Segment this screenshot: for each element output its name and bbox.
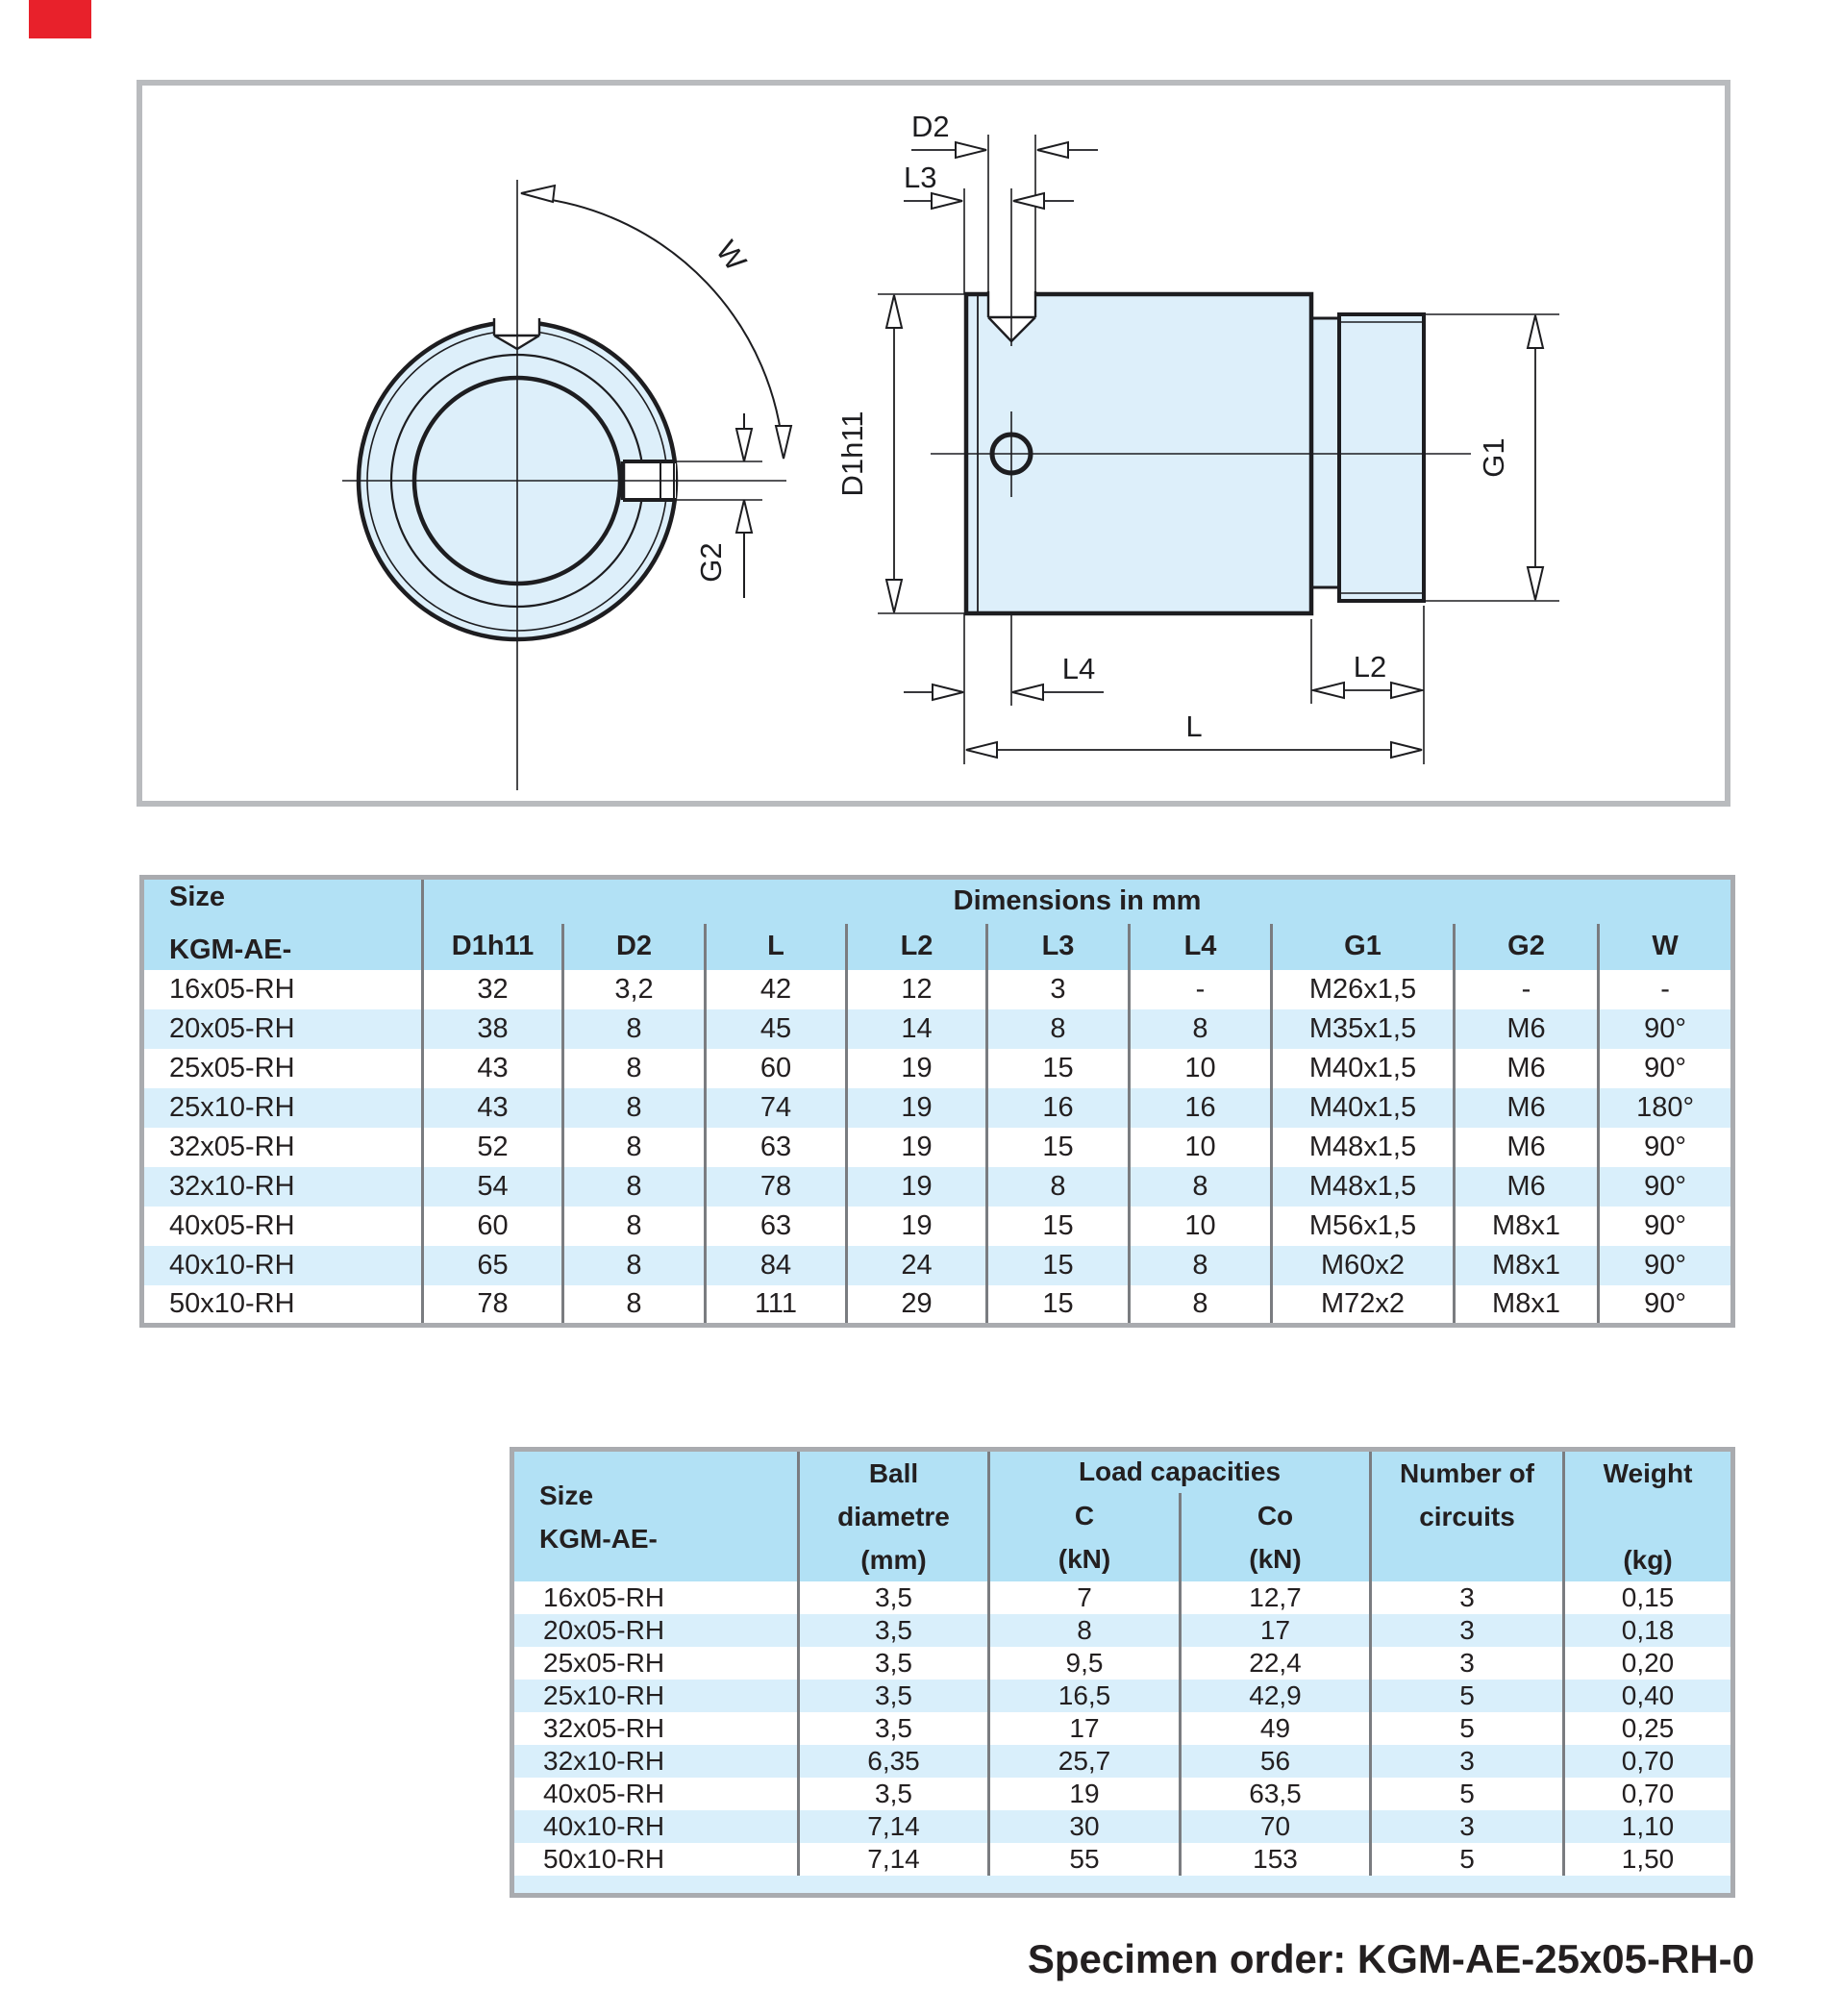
cell-g1: M26x1,5: [1272, 970, 1455, 1009]
cell-d2: 8: [563, 1049, 706, 1088]
cell-d1h11: 60: [423, 1207, 563, 1246]
dimensions-table-row: [142, 1088, 1733, 1128]
cell-co: 42,9: [1181, 1680, 1371, 1712]
cell-size: 40x05-RH: [543, 1779, 665, 1808]
cell-l: 111: [706, 1285, 847, 1325]
load-table-row: [512, 1843, 1733, 1876]
cell-d1h11: 78: [423, 1285, 563, 1325]
cell-w: 90°: [1599, 1167, 1733, 1207]
header2-load-span: Load capacities: [989, 1450, 1371, 1493]
cell-circuits: 3: [1371, 1614, 1564, 1647]
cell-d2: 3,2: [563, 970, 706, 1009]
cell-ball-diametre: 3,5: [799, 1680, 989, 1712]
cell-g2: M6: [1455, 1049, 1599, 1088]
dimension-l: [966, 709, 1422, 758]
cell-co: 17: [1181, 1614, 1371, 1647]
load-table-row: [512, 1810, 1733, 1843]
load-capacities-table: [510, 1447, 1735, 1898]
cell-ball-diametre: 3,5: [799, 1614, 989, 1647]
cell-c: 8: [989, 1614, 1181, 1647]
dimensions-table-row: [142, 1285, 1733, 1325]
cell-g1: M48x1,5: [1272, 1128, 1455, 1167]
cell-d1h11: 43: [423, 1049, 563, 1088]
cell-g2: M6: [1455, 1167, 1599, 1207]
cell-size: 32x10-RH: [512, 1745, 799, 1778]
cell-circuits: 3: [1371, 1810, 1564, 1843]
cell-ball-diametre: 7,14: [799, 1843, 989, 1876]
cell-circuits: 3: [1371, 1745, 1564, 1778]
cell-l2: 19: [847, 1207, 987, 1246]
cell-l3: 15: [987, 1049, 1130, 1088]
cell-l: 60: [706, 1049, 847, 1088]
header2-weight: [1564, 1450, 1733, 1582]
cell-co: 63,5: [1181, 1778, 1371, 1810]
cell-ball-diametre: 3,5: [799, 1647, 989, 1680]
dimensions-table-row: [142, 1207, 1733, 1246]
cell-co: 70: [1181, 1810, 1371, 1843]
cell-size: 32x10-RH: [142, 1167, 423, 1207]
cell-size: 50x10-RH: [169, 1287, 295, 1319]
cell-ball-diametre: 3,5: [799, 1778, 989, 1810]
cell-g1: M35x1,5: [1272, 1009, 1455, 1049]
cell-l: 78: [706, 1167, 847, 1207]
header2-size: [512, 1450, 799, 1582]
cell-l4: 10: [1130, 1049, 1272, 1088]
header2-co-line1: Co: [1257, 1500, 1294, 1531]
cell-c: 7: [989, 1581, 1181, 1614]
cell-l3: 8: [987, 1167, 1130, 1207]
cell-l4: 8: [1130, 1009, 1272, 1049]
dimension-g2: [694, 413, 752, 598]
cell-size: 20x05-RH: [512, 1614, 799, 1647]
cell-l4: 16: [1130, 1088, 1272, 1128]
header-size-line2: KGM-AE-: [169, 934, 292, 965]
cell-w: 90°: [1599, 1128, 1733, 1167]
header-col-l3: L3: [987, 924, 1130, 970]
header2-circuits-line1: Number of: [1400, 1458, 1534, 1488]
cell-weight: 0,18: [1564, 1614, 1733, 1647]
cell-l: 84: [706, 1246, 847, 1285]
dimension-d2: [911, 110, 1098, 158]
dimension-l4: [904, 652, 1104, 700]
header-col-l4: L4: [1130, 924, 1272, 970]
cell-d1h11: 54: [423, 1167, 563, 1207]
cell-weight: 1,10: [1564, 1810, 1733, 1843]
cell-l3: 15: [987, 1128, 1130, 1167]
cell-d1h11: 52: [423, 1128, 563, 1167]
header2-co-line2: (kN): [1249, 1543, 1302, 1574]
cell-g2: M6: [1455, 1128, 1599, 1167]
cell-g2: M6: [1455, 1088, 1599, 1128]
cell-d1h11: 43: [423, 1088, 563, 1128]
cell-circuits: 5: [1371, 1712, 1564, 1745]
cell-c: 9,5: [989, 1647, 1181, 1680]
dim-label-g2: G2: [694, 542, 728, 583]
dim-label-l2: L2: [1353, 650, 1387, 684]
cell-ball-diametre: 6,35: [799, 1745, 989, 1778]
cell-l: 74: [706, 1088, 847, 1128]
header-dimensions-span: Dimensions in mm: [423, 878, 1733, 924]
dim-label-w: W: [709, 234, 754, 278]
cell-circuits: 5: [1371, 1843, 1564, 1876]
header2-circuits-line2: circuits: [1419, 1502, 1515, 1531]
cell-d2: 8: [563, 1088, 706, 1128]
cell-l2: 12: [847, 970, 987, 1009]
cell-l3: 15: [987, 1246, 1130, 1285]
cell-l: 63: [706, 1207, 847, 1246]
cell-co: 153: [1181, 1843, 1371, 1876]
front-view: [342, 180, 791, 790]
header-col-d1h11: D1h11: [423, 924, 563, 970]
cell-w: 90°: [1599, 1285, 1733, 1325]
cell-d2: 8: [563, 1246, 706, 1285]
dimensions-table: [139, 875, 1735, 1328]
dimensions-table-row: [142, 1009, 1733, 1049]
cell-w: 90°: [1599, 1207, 1733, 1246]
cell-l4: 8: [1130, 1167, 1272, 1207]
specimen-order-text: Specimen order: KGM-AE-25x05-RH-0: [1027, 1936, 1755, 1981]
cell-l3: 16: [987, 1088, 1130, 1128]
cell-weight: 0,40: [1564, 1680, 1733, 1712]
header-col-w: W: [1599, 924, 1733, 970]
header-size-line1: Size: [169, 882, 226, 912]
cell-c: 17: [989, 1712, 1181, 1745]
dimensions-table-row: [142, 1128, 1733, 1167]
cell-co: 12,7: [1181, 1581, 1371, 1614]
dimensions-table-row: [142, 1049, 1733, 1088]
cell-circuits: 5: [1371, 1778, 1564, 1810]
cell-ball-diametre: 3,5: [799, 1581, 989, 1614]
cell-size: 16x05-RH: [169, 974, 295, 1005]
cell-l: 63: [706, 1128, 847, 1167]
cell-size: 25x05-RH: [169, 1053, 295, 1083]
cell-d1h11: 65: [423, 1246, 563, 1285]
cell-l2: 14: [847, 1009, 987, 1049]
load-table-row: [512, 1680, 1733, 1712]
dim-label-g1: G1: [1477, 437, 1510, 478]
header-col-l2: L2: [847, 924, 987, 970]
dimensions-table-row: [142, 1167, 1733, 1207]
neck: [1311, 318, 1339, 587]
cell-g1: M48x1,5: [1272, 1167, 1455, 1207]
cell-w: 90°: [1599, 1009, 1733, 1049]
cell-g1: M40x1,5: [1272, 1088, 1455, 1128]
header2-c: [989, 1493, 1181, 1581]
dim-label-d1h11: D1h11: [835, 411, 869, 497]
cell-l2: 19: [847, 1167, 987, 1207]
cell-c: 16,5: [989, 1680, 1181, 1712]
header2-weight-line1: Weight: [1603, 1458, 1693, 1488]
cell-w: -: [1599, 970, 1733, 1009]
cell-c: 25,7: [989, 1745, 1181, 1778]
cell-weight: 0,20: [1564, 1647, 1733, 1680]
cell-l4: -: [1130, 970, 1272, 1009]
cell-l3: 8: [987, 1009, 1130, 1049]
cell-weight: 0,70: [1564, 1778, 1733, 1810]
side-view: [835, 110, 1559, 764]
cell-g1: M56x1,5: [1272, 1207, 1455, 1246]
cell-l3: 15: [987, 1207, 1130, 1246]
cell-w: 90°: [1599, 1049, 1733, 1088]
header-col-g2: G2: [1455, 924, 1599, 970]
cell-circuits: 5: [1371, 1680, 1564, 1712]
cell-g1: M72x2: [1272, 1285, 1455, 1325]
cell-size: 16x05-RH: [543, 1582, 665, 1612]
dim-label-l3: L3: [904, 161, 937, 194]
dim-label-l4: L4: [1061, 652, 1096, 685]
cell-co: 49: [1181, 1712, 1371, 1745]
cell-l: 45: [706, 1009, 847, 1049]
cell-c: 19: [989, 1778, 1181, 1810]
dimension-l2: [1311, 650, 1424, 698]
cell-ball-diametre: 7,14: [799, 1810, 989, 1843]
load-table-row: [512, 1581, 1733, 1614]
cell-g1: M60x2: [1272, 1246, 1455, 1285]
cell-w: 180°: [1599, 1088, 1733, 1128]
cell-d2: 8: [563, 1167, 706, 1207]
header2-c-line2: (kN): [1058, 1543, 1111, 1574]
dimensions-table-row: [142, 970, 1733, 1009]
header2-ball-line2: diametre: [837, 1502, 950, 1531]
cell-w: 90°: [1599, 1246, 1733, 1285]
cell-g1: M40x1,5: [1272, 1049, 1455, 1088]
cell-size: 20x05-RH: [142, 1009, 423, 1049]
cell-l4: 8: [1130, 1285, 1272, 1325]
dimension-d1h11: [835, 295, 902, 612]
cell-l2: 19: [847, 1088, 987, 1128]
cell-g2: M6: [1455, 1009, 1599, 1049]
cell-c: 55: [989, 1843, 1181, 1876]
thread-cylinder: [1339, 314, 1424, 601]
load-table-row: [512, 1614, 1733, 1647]
header2-ball-line1: Ball: [868, 1458, 919, 1488]
header2-co: [1181, 1493, 1371, 1581]
cell-weight: 0,25: [1564, 1712, 1733, 1745]
header-col-g1: G1: [1272, 924, 1455, 970]
load-table-row: [512, 1778, 1733, 1810]
cell-g2: -: [1455, 970, 1599, 1009]
cell-weight: 1,50: [1564, 1843, 1733, 1876]
dimensions-table-row: [142, 1246, 1733, 1285]
cell-circuits: 3: [1371, 1581, 1564, 1614]
cell-d2: 8: [563, 1128, 706, 1167]
header-size: [142, 878, 423, 971]
header2-c-line1: C: [1074, 1500, 1095, 1531]
cell-co: 56: [1181, 1745, 1371, 1778]
header-col-d2: D2: [563, 924, 706, 970]
cell-d2: 8: [563, 1285, 706, 1325]
header2-weight-line3: (kg): [1623, 1545, 1673, 1575]
cell-weight: 0,70: [1564, 1745, 1733, 1778]
cell-d1h11: 38: [423, 1009, 563, 1049]
cell-c: 30: [989, 1810, 1181, 1843]
cell-size: 25x10-RH: [142, 1088, 423, 1128]
cell-size: 50x10-RH: [543, 1844, 665, 1874]
cell-size: 32x05-RH: [169, 1132, 295, 1162]
cell-circuits: 3: [1371, 1647, 1564, 1680]
cell-l2: 29: [847, 1285, 987, 1325]
cell-g2: M8x1: [1455, 1246, 1599, 1285]
cell-l4: 8: [1130, 1246, 1272, 1285]
cell-size: 25x05-RH: [543, 1648, 665, 1678]
cell-size: 25x10-RH: [512, 1680, 799, 1712]
cell-co: 22,4: [1181, 1647, 1371, 1680]
header2-size-line1: Size: [539, 1480, 594, 1510]
cell-l3: 3: [987, 970, 1130, 1009]
cell-l2: 24: [847, 1246, 987, 1285]
cell-d2: 8: [563, 1207, 706, 1246]
cell-weight: 0,15: [1564, 1581, 1733, 1614]
load-table-filler-row: [512, 1876, 1733, 1895]
cell-d2: 8: [563, 1009, 706, 1049]
cell-g2: M8x1: [1455, 1285, 1599, 1325]
cell-size: 40x10-RH: [512, 1810, 799, 1843]
header2-circuits: [1371, 1450, 1564, 1582]
cell-l: 42: [706, 970, 847, 1009]
cell-l2: 19: [847, 1128, 987, 1167]
header-col-l: L: [706, 924, 847, 970]
header2-ball-line3: (mm): [860, 1545, 927, 1575]
cell-ball-diametre: 3,5: [799, 1712, 989, 1745]
cell-g2: M8x1: [1455, 1207, 1599, 1246]
cell-l2: 19: [847, 1049, 987, 1088]
dimension-g1: [1477, 315, 1543, 600]
load-table-row: [512, 1647, 1733, 1680]
header2-ball: [799, 1450, 989, 1582]
cell-size: 40x05-RH: [169, 1210, 295, 1241]
cell-l3: 15: [987, 1285, 1130, 1325]
dim-label-d2: D2: [911, 110, 950, 143]
cell-size: 32x05-RH: [543, 1713, 665, 1743]
load-table-row: [512, 1745, 1733, 1778]
cell-l4: 10: [1130, 1207, 1272, 1246]
dim-label-l: L: [1185, 709, 1203, 743]
cell-size: 40x10-RH: [142, 1246, 423, 1285]
cell-l4: 10: [1130, 1128, 1272, 1167]
cell-d1h11: 32: [423, 970, 563, 1009]
load-table-row: [512, 1712, 1733, 1745]
header2-size-line2: KGM-AE-: [539, 1523, 658, 1554]
